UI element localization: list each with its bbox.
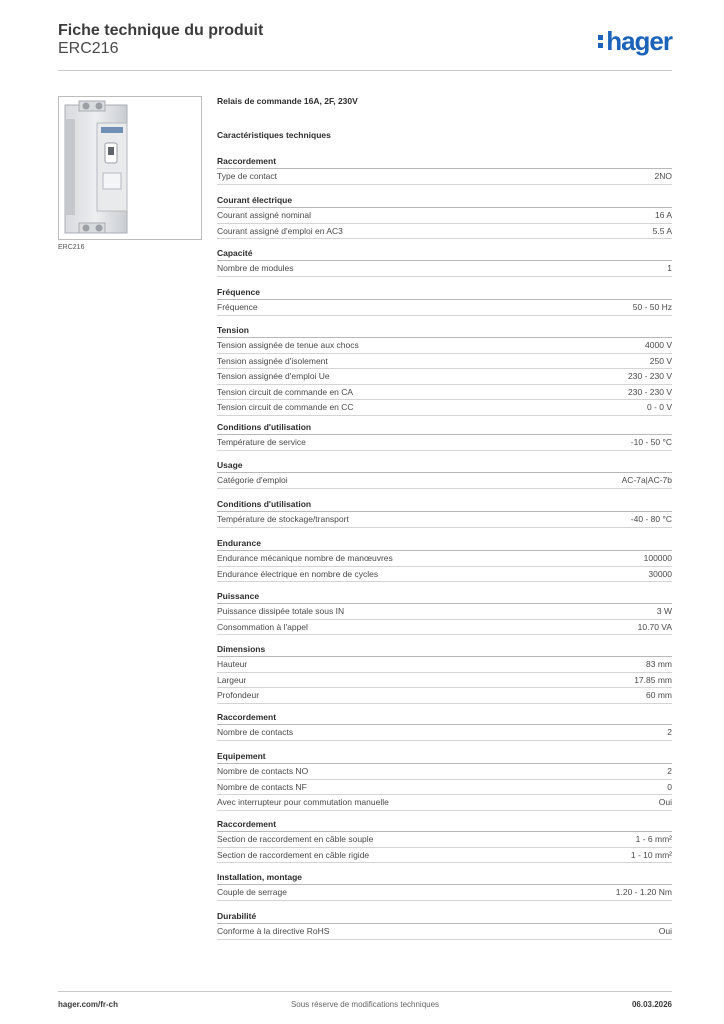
spec-value: 60 mm bbox=[646, 690, 672, 700]
spec-value: 16 A bbox=[654, 210, 672, 220]
spec-row bbox=[217, 300, 672, 316]
spec-section bbox=[217, 246, 672, 277]
footer-date: 06.03.2026 bbox=[631, 1000, 672, 1009]
spec-label: Fréquence bbox=[217, 302, 258, 312]
spec-value: 100000 bbox=[643, 553, 672, 563]
spec-row bbox=[217, 551, 672, 567]
spec-label: Température de stockage/transport bbox=[217, 514, 349, 524]
spec-row bbox=[217, 620, 672, 636]
spec-label: Nombre de contacts NO bbox=[217, 766, 309, 776]
spec-row bbox=[217, 224, 672, 240]
spec-label: Couple de serrage bbox=[217, 887, 287, 897]
spec-row bbox=[217, 885, 672, 901]
spec-value: -10 - 50 °C bbox=[630, 437, 672, 447]
page-header bbox=[58, 22, 672, 71]
spec-label: Tension assignée de tenue aux chocs bbox=[217, 340, 359, 350]
spec-value: -40 - 80 °C bbox=[630, 514, 672, 524]
contactor-product-icon bbox=[59, 97, 201, 239]
spec-value: 30000 bbox=[648, 568, 672, 579]
spec-section bbox=[217, 817, 672, 863]
spec-section bbox=[217, 420, 672, 451]
spec-section bbox=[217, 909, 672, 940]
spec-value: 1.20 - 1.20 Nm bbox=[615, 887, 672, 897]
spec-section bbox=[217, 154, 672, 185]
spec-label: Section de raccordement en câble souple bbox=[217, 834, 374, 844]
spec-row bbox=[217, 400, 672, 416]
spec-label: Puissance dissipée totale sous IN bbox=[217, 606, 345, 616]
spec-label: Nombre de contacts NF bbox=[217, 781, 307, 792]
section-title: Conditions d'utilisation bbox=[217, 420, 672, 435]
spec-row bbox=[217, 385, 672, 401]
spec-row bbox=[217, 369, 672, 385]
spec-section bbox=[217, 749, 672, 811]
spec-value: 10.70 VA bbox=[637, 621, 672, 632]
spec-value: 1 - 10 mm² bbox=[630, 849, 672, 860]
spec-label: Hauteur bbox=[217, 659, 248, 669]
spec-row bbox=[217, 780, 672, 796]
spec-value: 230 - 230 V bbox=[628, 386, 672, 397]
spec-value: 0 - 0 V bbox=[646, 402, 672, 412]
spec-row bbox=[217, 354, 672, 370]
spec-value: 5.5 A bbox=[652, 225, 672, 236]
footer-notice: Sous réserve de modifications techniques bbox=[290, 1000, 440, 1009]
footer-website-link[interactable]: hager.com/fr-ch bbox=[58, 1000, 119, 1009]
spec-row bbox=[217, 435, 672, 451]
spec-label: Nombre de modules bbox=[217, 263, 294, 273]
spec-row bbox=[217, 832, 672, 848]
spec-label: Consommation à l'appel bbox=[217, 621, 308, 632]
section-title: Dimensions bbox=[217, 642, 672, 657]
spec-label: Tension assignée d'isolement bbox=[217, 355, 328, 366]
spec-label: Catégorie d'emploi bbox=[217, 475, 288, 485]
spec-row bbox=[217, 169, 672, 185]
spec-value: 2 bbox=[667, 766, 672, 776]
spec-label: Avec interrupteur pour commutation manuelle bbox=[217, 797, 389, 807]
spec-section bbox=[217, 642, 672, 704]
spec-label: Largeur bbox=[217, 674, 247, 685]
spec-label: Tension circuit de commande en CC bbox=[217, 402, 354, 412]
hager-logo bbox=[598, 28, 672, 54]
spec-value: Oui bbox=[658, 797, 672, 807]
spec-section bbox=[217, 323, 672, 416]
product-image bbox=[58, 96, 202, 240]
spec-label: Courant assigné nominal bbox=[217, 210, 312, 220]
spec-value: 250 V bbox=[649, 355, 672, 366]
spec-label: Conforme à la directive RoHS bbox=[217, 926, 330, 936]
spec-value: 2NO bbox=[654, 171, 672, 181]
spec-section bbox=[217, 458, 672, 489]
section-title: Usage bbox=[217, 458, 672, 473]
section-title: Courant électrique bbox=[217, 193, 672, 208]
section-title: Conditions d'utilisation bbox=[217, 497, 672, 512]
spec-section bbox=[217, 589, 672, 635]
section-title: Raccordement bbox=[217, 154, 672, 169]
logo-text: hager bbox=[606, 26, 672, 56]
section-title: Raccordement bbox=[217, 817, 672, 832]
spec-row bbox=[217, 338, 672, 354]
spec-value: 230 - 230 V bbox=[628, 371, 672, 381]
page-footer bbox=[58, 991, 672, 1012]
section-title: Puissance bbox=[217, 589, 672, 604]
spec-value: Oui bbox=[658, 926, 672, 936]
spec-label: Profondeur bbox=[217, 690, 260, 700]
section-title: Endurance bbox=[217, 536, 672, 551]
spec-value: 17.85 mm bbox=[634, 674, 672, 685]
spec-section bbox=[217, 870, 672, 901]
spec-row bbox=[217, 604, 672, 620]
spec-row bbox=[217, 673, 672, 689]
product-description: Relais de commande 16A, 2F, 230V bbox=[217, 96, 358, 106]
characteristics-heading: Caractéristiques techniques bbox=[217, 130, 331, 140]
spec-row bbox=[217, 924, 672, 940]
spec-row bbox=[217, 795, 672, 811]
spec-value: 0 bbox=[667, 781, 672, 792]
spec-section bbox=[217, 710, 672, 741]
spec-label: Section de raccordement en câble rigide bbox=[217, 849, 370, 860]
spec-row bbox=[217, 473, 672, 489]
section-title: Tension bbox=[217, 323, 672, 338]
spec-row bbox=[217, 725, 672, 741]
spec-label: Endurance mécanique nombre de manœuvres bbox=[217, 553, 393, 563]
spec-row bbox=[217, 688, 672, 704]
spec-value: 83 mm bbox=[646, 659, 672, 669]
section-title: Raccordement bbox=[217, 710, 672, 725]
document-title: Fiche technique du produit bbox=[58, 22, 264, 39]
image-caption: ERC216 bbox=[58, 244, 85, 251]
spec-value: 50 - 50 Hz bbox=[632, 302, 672, 312]
logo-dots-icon bbox=[598, 32, 603, 51]
spec-value: 4000 V bbox=[645, 340, 672, 350]
spec-value: 3 W bbox=[656, 606, 672, 616]
spec-label: Nombre de contacts bbox=[217, 727, 294, 737]
spec-row bbox=[217, 657, 672, 673]
spec-value: AC-7a|AC-7b bbox=[621, 475, 672, 485]
section-title: Equipement bbox=[217, 749, 672, 764]
spec-row bbox=[217, 261, 672, 277]
spec-label: Tension circuit de commande en CA bbox=[217, 386, 354, 397]
spec-row bbox=[217, 512, 672, 528]
spec-section bbox=[217, 536, 672, 582]
spec-label: Température de service bbox=[217, 437, 306, 447]
product-reference: ERC216 bbox=[58, 40, 119, 57]
spec-row bbox=[217, 848, 672, 864]
spec-label: Type de contact bbox=[217, 171, 278, 181]
spec-label: Courant assigné d'emploi en AC3 bbox=[217, 225, 343, 236]
spec-section bbox=[217, 285, 672, 316]
section-title: Capacité bbox=[217, 246, 672, 261]
spec-value: 1 bbox=[667, 263, 672, 273]
spec-label: Tension assignée d'emploi Ue bbox=[217, 371, 330, 381]
spec-row bbox=[217, 567, 672, 583]
spec-label: Endurance électrique en nombre de cycles bbox=[217, 568, 379, 579]
section-title: Installation, montage bbox=[217, 870, 672, 885]
spec-row bbox=[217, 764, 672, 780]
spec-section bbox=[217, 497, 672, 528]
spec-value: 1 - 6 mm² bbox=[635, 834, 672, 844]
section-title: Fréquence bbox=[217, 285, 672, 300]
spec-section bbox=[217, 193, 672, 239]
spec-value: 2 bbox=[667, 727, 672, 737]
section-title: Durabilité bbox=[217, 909, 672, 924]
spec-row bbox=[217, 208, 672, 224]
